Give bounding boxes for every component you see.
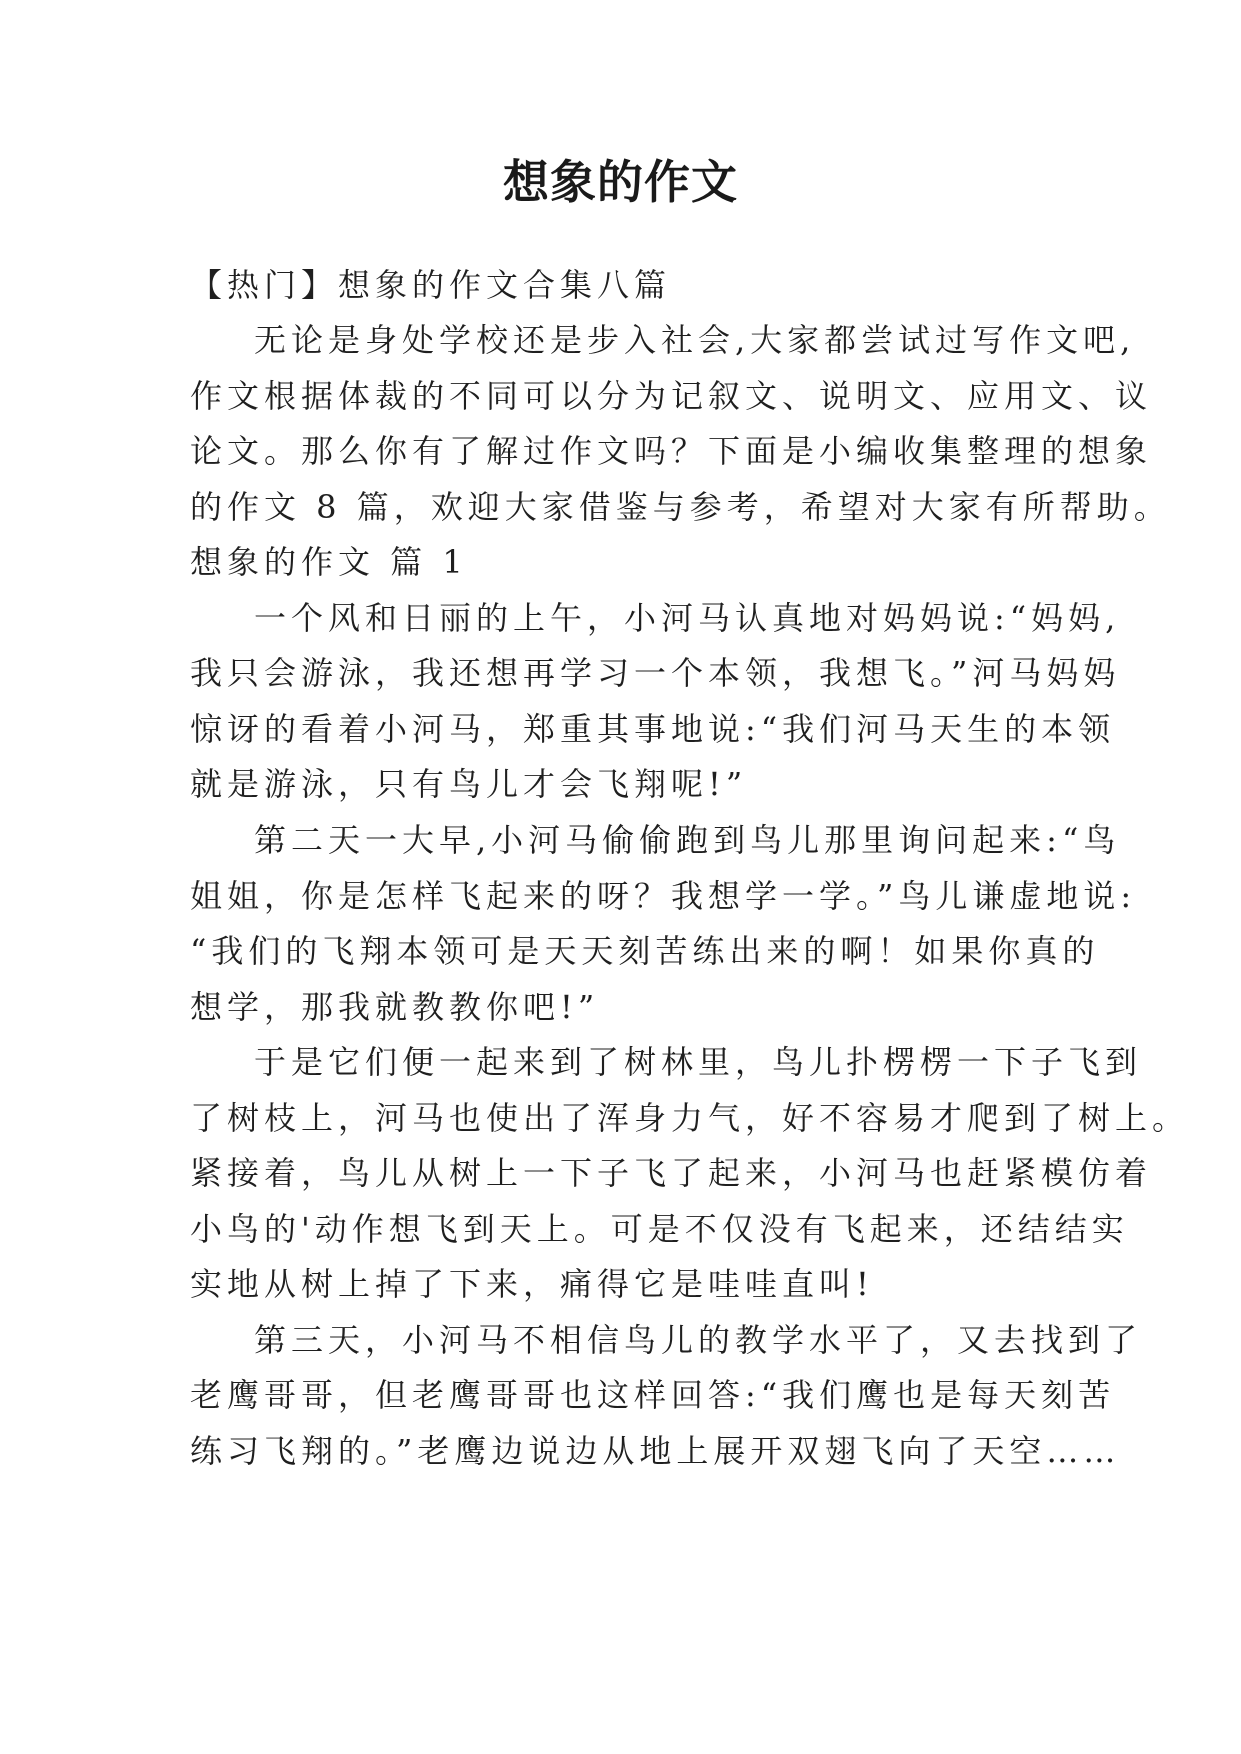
paragraph-1-line-1: 一个风和日丽的上午，小河马认真地对妈妈说:“妈妈, [254,599,1121,637]
paragraph-1-line-2: 我只会游泳，我还想再学习一个本领，我想飞。”河马妈妈 [190,654,1121,692]
paragraph-1-line-4: 就是游泳，只有鸟儿才会飞翔呢!” [190,765,748,803]
section-heading: 想象的作文 篇 1 [190,543,468,581]
paragraph-3-line-2: 了树枝上，河马也使出了浑身力气，好不容易才爬到了树上。 [190,1099,1190,1137]
paragraph-3-line-4: 小鸟的'动作想飞到天上。可是不仅没有飞起来，还结结实 [190,1210,1129,1248]
paragraph-2-line-2: 姐姐，你是怎样飞起来的呀？我想学一学。”鸟儿谦虚地说: [190,877,1137,915]
intro-line-2: 作文根据体裁的不同可以分为记叙文、说明文、应用文、议 [190,377,1153,415]
paragraph-2-line-4: 想学，那我就教教你吧!” [190,988,600,1026]
paragraph-4-line-1: 第三天，小河马不相信鸟儿的教学水平了，又去找到了 [254,1321,1143,1359]
paragraph-3-line-3: 紧接着，鸟儿从树上一下子飞了起来，小河马也赶紧模仿着 [190,1154,1153,1192]
paragraph-2-line-3: “我们的飞翔本领可是天天刻苦练出来的啊！如果你真的 [190,932,1100,970]
paragraph-1-line-3: 惊讶的看着小河马，郑重其事地说:“我们河马天生的本领 [190,710,1116,748]
intro-line-1: 无论是身处学校还是步入社会,大家都尝试过写作文吧, [254,321,1136,359]
paragraph-3-line-1: 于是它们便一起来到了树林里，鸟儿扑楞楞一下子飞到 [254,1043,1143,1081]
paragraph-2-line-1: 第二天一大早,小河马偷偷跑到鸟儿那里询问起来:“鸟 [254,821,1121,859]
intro-line-3: 论文。那么你有了解过作文吗？下面是小编收集整理的想象 [190,432,1153,470]
document-subtitle: 【热门】想象的作文合集八篇 [190,266,672,304]
intro-line-4: 的作文 8 篇，欢迎大家借鉴与参考，希望对大家有所帮助。 [190,488,1171,526]
document-title: 想象的作文 [503,155,738,209]
paragraph-3-line-5: 实地从树上掉了下来，痛得它是哇哇直叫! [190,1265,874,1303]
paragraph-4-line-2: 老鹰哥哥，但老鹰哥哥也这样回答:“我们鹰也是每天刻苦 [190,1376,1116,1414]
paragraph-4-line-3: 练习飞翔的。”老鹰边说边从地上展开双翅飞向了天空…… [190,1432,1121,1470]
